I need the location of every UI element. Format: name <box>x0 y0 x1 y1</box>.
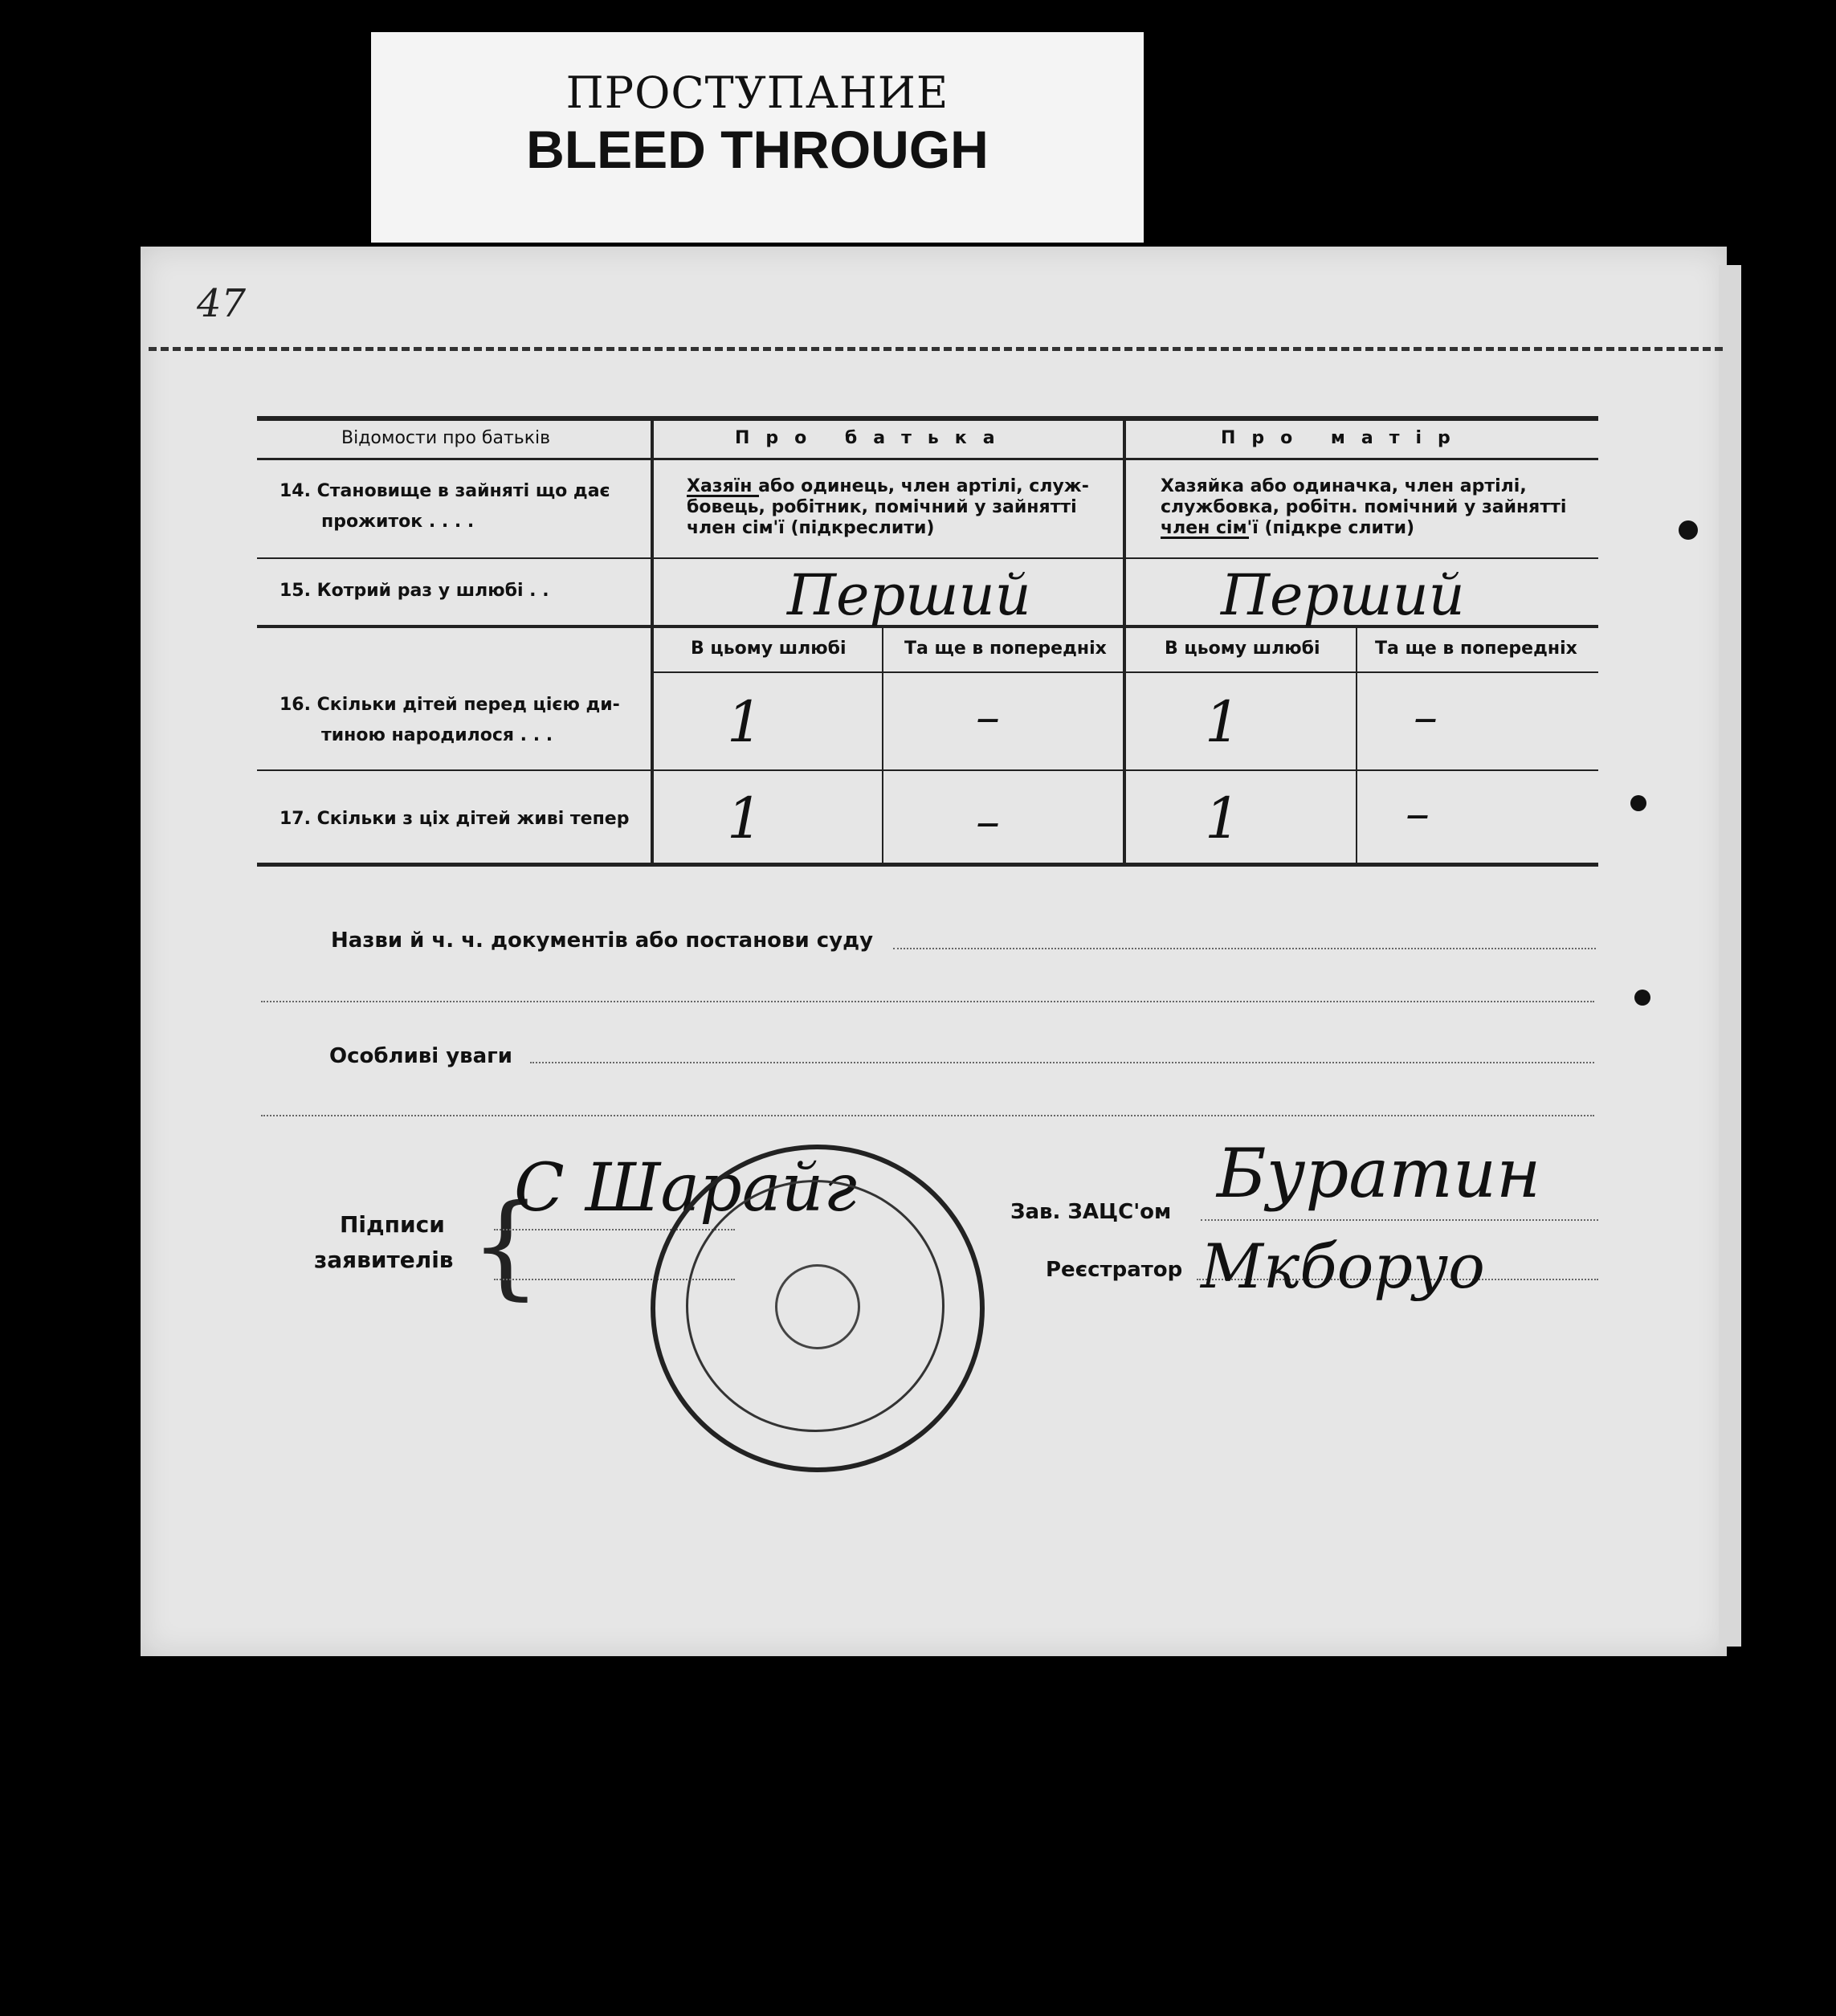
underline-father-choice <box>687 495 759 497</box>
binding-hole <box>1634 990 1650 1006</box>
row16-label-line1: 16. Скільки дітей перед цією ди- <box>279 695 620 715</box>
notes-dotline <box>530 1062 1594 1063</box>
row17-father-this: 1 <box>727 786 763 851</box>
row14-mother-line3: член сім'ї (підкре слити) <box>1161 518 1415 538</box>
subheader-mother-previous: Та ще в попередніх <box>1375 639 1577 659</box>
label-title-cyrillic: ПРОСТУПАНИЕ <box>565 67 949 118</box>
table-top-rule <box>257 416 1598 421</box>
bleed-through-label-card <box>371 32 1144 243</box>
registrar-label: Реєстратор <box>1046 1258 1183 1282</box>
subheader-father-this-marriage: В цьому шлюбі <box>691 639 847 659</box>
row17-mother-this: 1 <box>1205 786 1241 851</box>
registrar-signature: Мкборуо <box>1201 1230 1485 1302</box>
row16-label-line2: тиною народилося . . . <box>321 725 553 745</box>
row14-father-line3: член сім'ї (підкреслити) <box>687 518 935 538</box>
row16-mother-this: 1 <box>1205 689 1241 755</box>
row16-rule <box>257 769 1598 771</box>
head-signature-line <box>1201 1219 1598 1221</box>
documents-dotline <box>893 948 1596 949</box>
header-mother: Про матір <box>1221 428 1467 448</box>
subheader-father-previous: Та ще в попередніх <box>904 639 1107 659</box>
row14-rule <box>257 557 1598 559</box>
row14-label-line1: 14. Становище в зайняті що дає <box>279 481 610 501</box>
col-divider-father-sub <box>882 628 883 863</box>
label-title-english: BLEED THROUGH <box>526 120 989 179</box>
col-divider-1 <box>651 416 654 863</box>
applicants-brace: { <box>470 1181 542 1312</box>
row17-label: 17. Скільки з ціх дітей живі тепер <box>279 809 630 829</box>
col-divider-mother-sub <box>1356 628 1357 863</box>
row14-father-line2: бовець, робітник, помічний у зайнятті <box>687 497 1077 517</box>
documents-label: Назви й ч. ч. документів або постанови суду <box>331 928 874 953</box>
page-edge <box>1719 265 1741 1647</box>
header-rule <box>257 458 1598 460</box>
parents-info-table <box>257 416 1598 866</box>
notes-label: Особливі уваги <box>329 1044 512 1068</box>
row17-mother-previous: – <box>1406 786 1430 842</box>
binding-hole <box>1679 520 1698 540</box>
seal-emblem-icon <box>775 1264 860 1349</box>
page-number: 47 <box>197 281 247 326</box>
header-parents-info: Відомости про батьків <box>341 428 551 448</box>
applicant-signature: С Шарайг <box>514 1150 857 1226</box>
underline-mother-choice <box>1161 537 1249 539</box>
row15-father-handwritten: Перший <box>787 562 1031 628</box>
perforation-line <box>149 347 1723 351</box>
row14-father-line1: Хазяїн або одинець, член артілі, служ- <box>687 476 1089 496</box>
subheader-mother-this-marriage: В цьому шлюбі <box>1165 639 1320 659</box>
head-label: Зав. ЗАЦС'ом <box>1010 1200 1172 1224</box>
row14-mother-line2: службовка, робітн. помічний у зайнятті <box>1161 497 1567 517</box>
row16-father-previous: – <box>976 689 1000 745</box>
row15-label: 15. Котрий раз у шлюбі . . <box>279 581 549 601</box>
applicants-label-line2: заявителів <box>314 1247 454 1273</box>
row16-mother-previous: – <box>1414 689 1438 745</box>
row17-father-previous: – <box>976 794 1000 850</box>
binding-hole <box>1630 795 1646 811</box>
head-signature: Буратин <box>1217 1134 1541 1213</box>
header-father: Про батька <box>735 428 1011 448</box>
official-seal <box>651 1145 985 1472</box>
notes-dotline-2 <box>261 1115 1594 1116</box>
row14-mother-line1: Хазяйка або одиначка, член артілі, <box>1161 476 1527 496</box>
col-divider-2 <box>1123 416 1126 863</box>
row15-mother-handwritten: Перший <box>1221 562 1465 628</box>
seal-inner-ring <box>686 1180 945 1432</box>
row14-label-line2: прожиток . . . . <box>321 512 475 532</box>
documents-dotline-2 <box>261 1001 1594 1002</box>
row16-father-this: 1 <box>727 689 763 755</box>
applicants-label-line1: Підписи <box>340 1211 445 1238</box>
table-bottom-rule <box>257 863 1598 867</box>
